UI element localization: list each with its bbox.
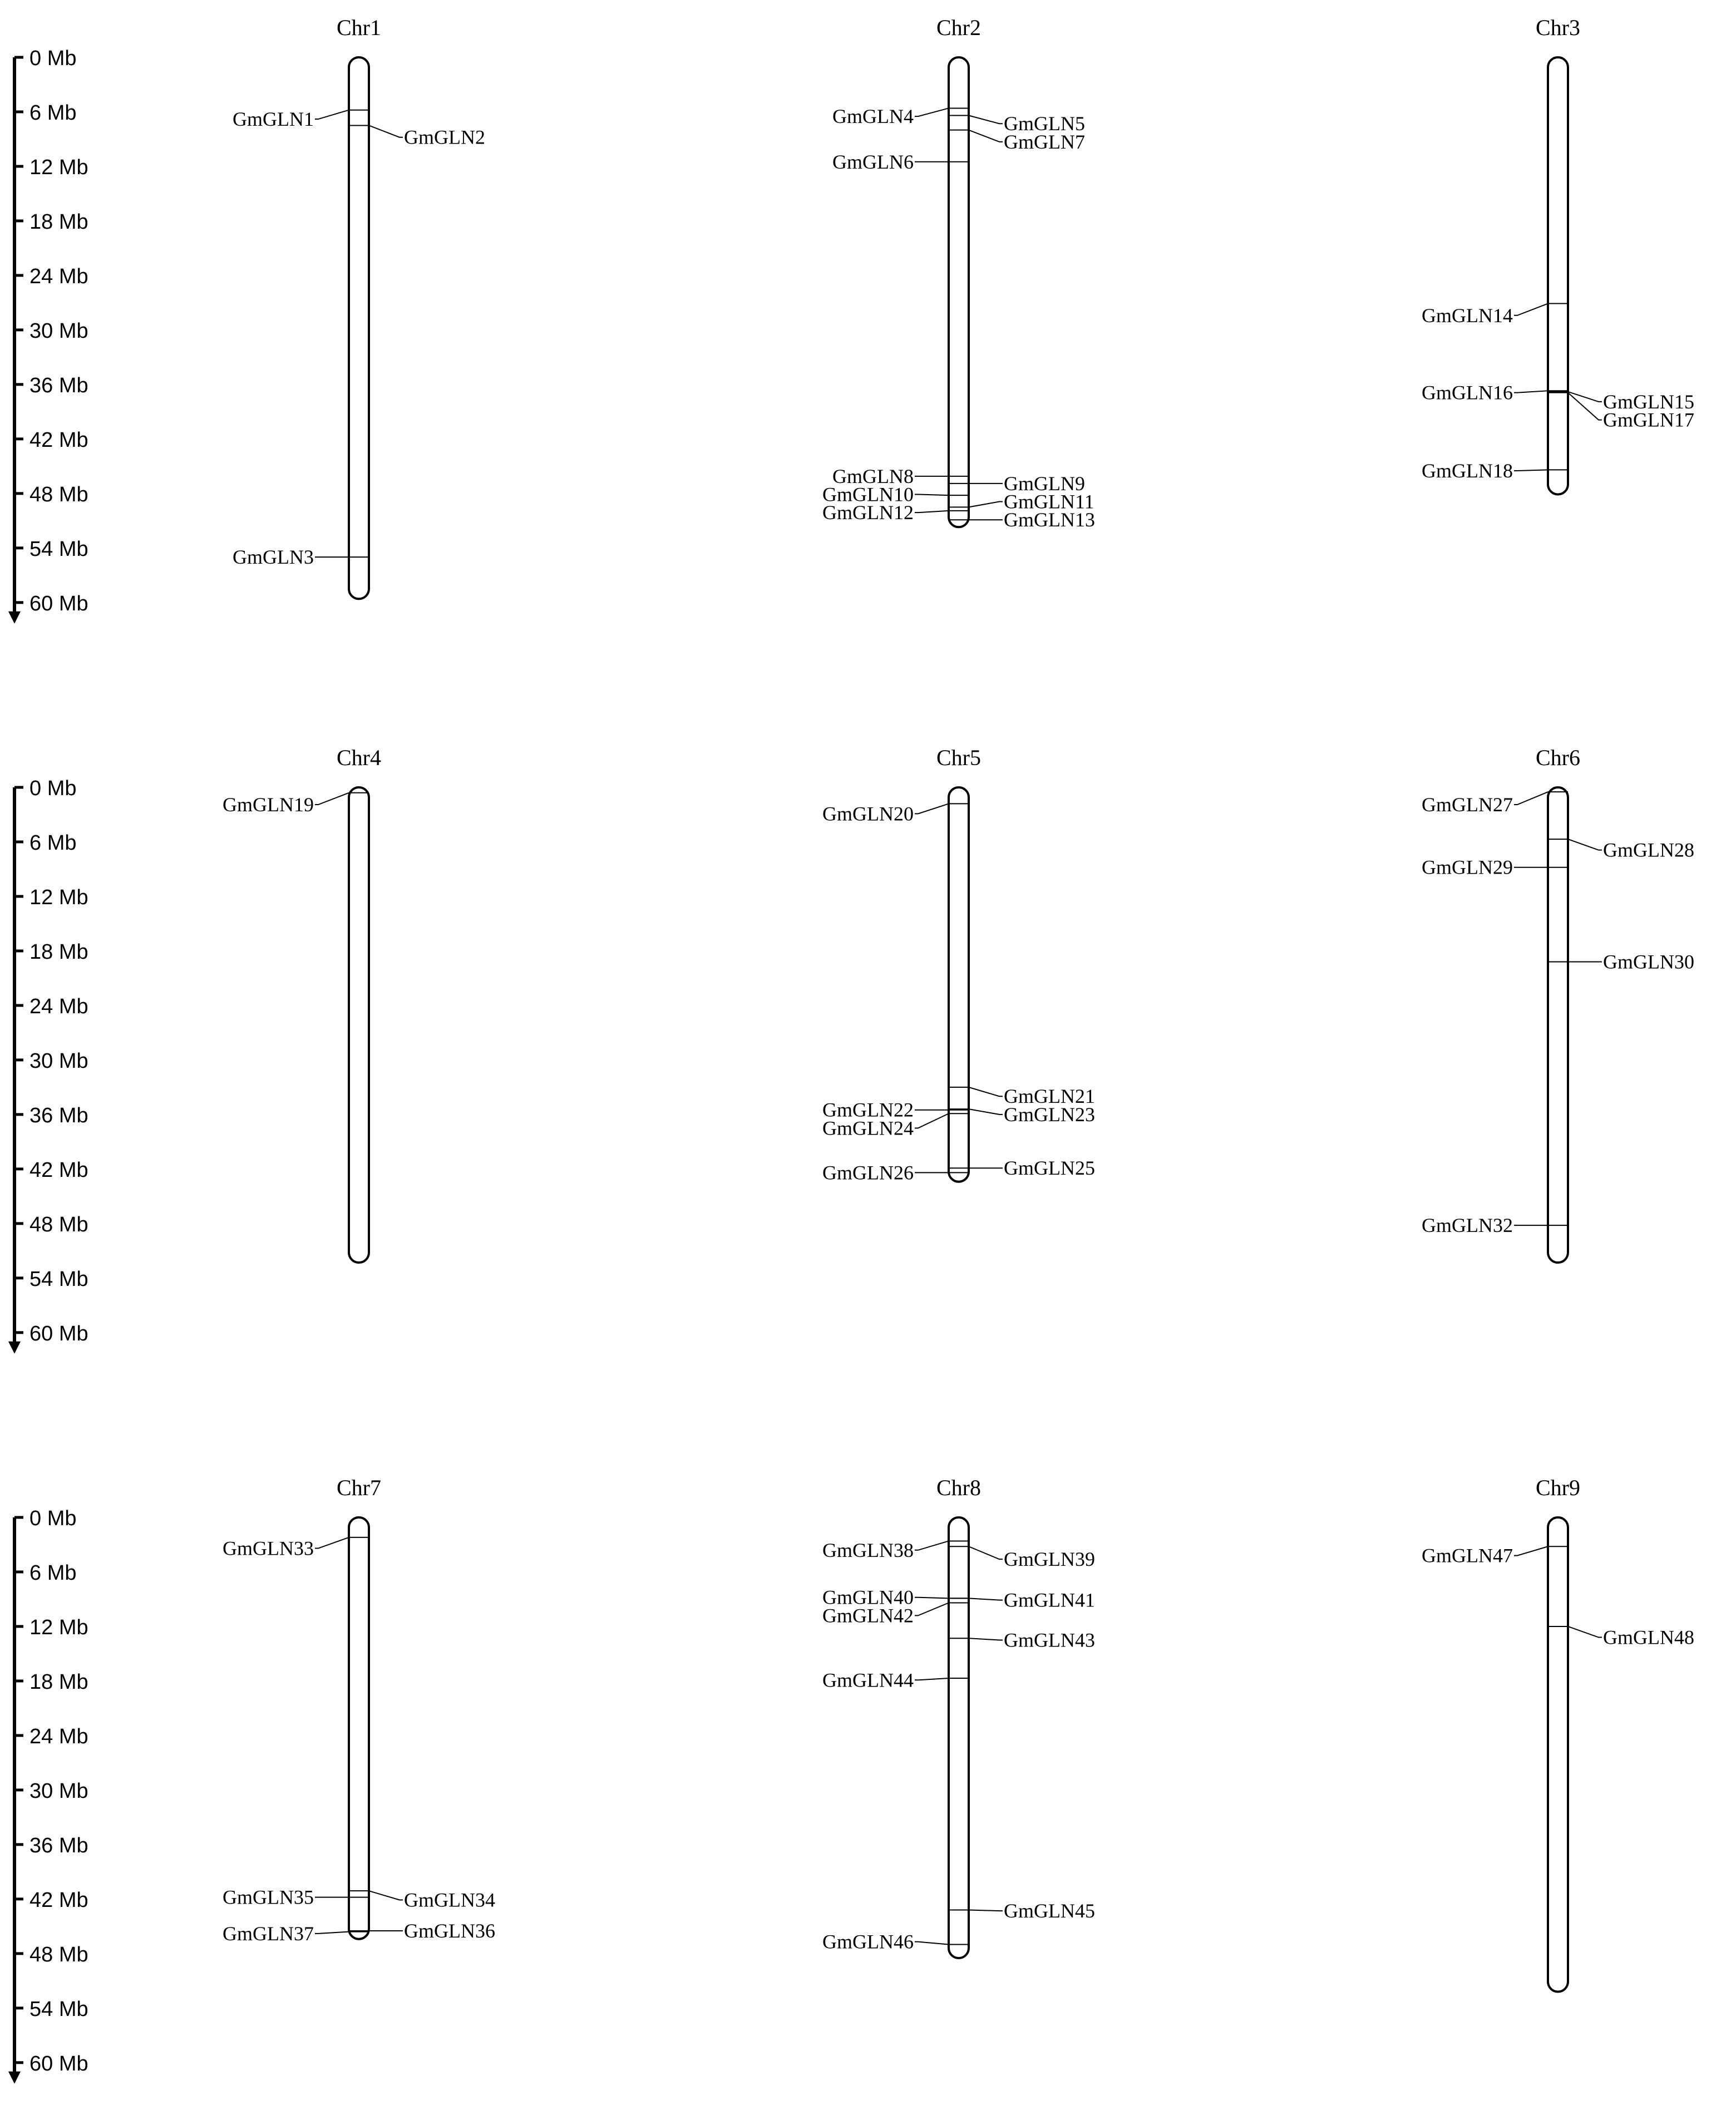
- chromosome-chr8: [822, 1475, 1095, 1958]
- scale-tick-label: 18 Mb: [29, 940, 88, 964]
- scale-bar: [8, 1507, 88, 2084]
- gene-label: GmGLN33: [223, 1537, 314, 1560]
- scale-tick-label: 48 Mb: [29, 1212, 88, 1236]
- gene-leader-line: [969, 116, 1003, 124]
- gene-label: GmGLN43: [1004, 1629, 1095, 1651]
- gene-leader-line: [969, 502, 1003, 507]
- gene-leader-line: [969, 130, 1003, 142]
- scale-tick-label: 24 Mb: [29, 264, 88, 288]
- gene-label: GmGLN29: [1422, 856, 1513, 879]
- gene-marker: [223, 1886, 369, 1909]
- scale-tick-label: 30 Mb: [29, 1049, 88, 1073]
- gene-label: GmGLN21: [1004, 1085, 1095, 1108]
- gene-label: GmGLN5: [1004, 112, 1085, 135]
- scale-tick-label: 42 Mb: [29, 1888, 88, 1912]
- scale-tick-label: 12 Mb: [29, 155, 88, 179]
- gene-leader-line: [1514, 304, 1548, 315]
- gene-leader-line: [969, 1546, 1003, 1559]
- gene-leader-line: [315, 1932, 349, 1934]
- scale-tick-label: 60 Mb: [29, 2052, 88, 2076]
- gene-leader-line: [915, 494, 949, 495]
- chromosome-title: Chr2: [936, 15, 981, 40]
- gene-leader-line: [369, 125, 403, 137]
- scale-tick-label: 6 Mb: [29, 831, 77, 855]
- gene-marker: [949, 1629, 1095, 1651]
- chromosome-rod: [349, 57, 369, 599]
- gene-leader-line: [1514, 1546, 1548, 1555]
- gene-leader-line: [969, 1087, 1003, 1096]
- scale-tick-label: 6 Mb: [29, 101, 77, 125]
- chromosome-rod: [349, 787, 369, 1263]
- gene-label: GmGLN39: [1004, 1548, 1095, 1571]
- gene-label: GmGLN2: [404, 126, 485, 149]
- gene-marker: [1422, 1214, 1568, 1236]
- scale-tick-label: 60 Mb: [29, 1322, 88, 1345]
- gene-label: GmGLN25: [1004, 1157, 1095, 1180]
- chromosome-chr3: [1422, 15, 1694, 494]
- scale-tick-label: 12 Mb: [29, 1615, 88, 1639]
- scale-tick-label: 36 Mb: [29, 373, 88, 397]
- scale-tick-label: 18 Mb: [29, 1670, 88, 1694]
- scale-tick-label: 48 Mb: [29, 482, 88, 506]
- gene-label: GmGLN24: [822, 1117, 914, 1140]
- scale-bar: [8, 777, 88, 1354]
- scale-arrow-head: [8, 2072, 21, 2084]
- chromosome-chr9: [1422, 1475, 1694, 1991]
- gene-leader-line: [915, 1678, 949, 1680]
- gene-marker: [822, 802, 969, 825]
- gene-leader-line: [369, 1891, 403, 1900]
- gene-leader-line: [915, 803, 949, 814]
- scale-tick-label: 0 Mb: [29, 1507, 77, 1530]
- gene-marker: [1548, 1626, 1694, 1649]
- scale-tick-label: 24 Mb: [29, 1724, 88, 1748]
- scale-tick-label: 18 Mb: [29, 210, 88, 234]
- gene-leader-line: [1514, 470, 1548, 471]
- chromosome-rod: [1548, 1517, 1568, 1991]
- gene-marker: [1422, 382, 1568, 404]
- gene-leader-line: [915, 108, 949, 116]
- gene-label: GmGLN7: [1004, 130, 1085, 153]
- scale-tick-label: 6 Mb: [29, 1561, 77, 1585]
- gene-label: GmGLN48: [1603, 1626, 1694, 1649]
- scale-tick-label: 42 Mb: [29, 1158, 88, 1182]
- gene-label: GmGLN28: [1603, 839, 1694, 861]
- scale-tick-label: 12 Mb: [29, 885, 88, 909]
- gene-marker: [949, 1546, 1095, 1570]
- chromosome-title: Chr4: [337, 745, 381, 770]
- scale-tick-label: 30 Mb: [29, 319, 88, 343]
- chromosome-rod: [949, 57, 969, 527]
- scale-tick-label: 0 Mb: [29, 47, 77, 70]
- gene-marker: [822, 501, 969, 524]
- gene-label: GmGLN12: [822, 501, 914, 524]
- gene-label: GmGLN30: [1603, 950, 1694, 973]
- gene-marker: [223, 793, 369, 816]
- gene-leader-line: [915, 1113, 949, 1128]
- chromosome-rod: [349, 1517, 369, 1939]
- gene-label: GmGLN11: [1004, 490, 1094, 513]
- gene-leader-line: [315, 1537, 349, 1549]
- gene-marker: [949, 1157, 1095, 1179]
- gene-marker: [1548, 839, 1694, 861]
- scale-tick-label: 36 Mb: [29, 1833, 88, 1857]
- gene-marker: [1422, 460, 1568, 482]
- gene-label: GmGLN14: [1422, 304, 1513, 327]
- gene-leader-line: [969, 1910, 1003, 1911]
- scale-tick-label: 60 Mb: [29, 591, 88, 615]
- chromosome-rod: [1548, 57, 1568, 494]
- gene-label: GmGLN32: [1422, 1214, 1513, 1237]
- scale-tick-label: 42 Mb: [29, 428, 88, 452]
- chromosome-chr7: [223, 1475, 495, 1945]
- gene-label: GmGLN1: [233, 108, 314, 131]
- gene-marker: [822, 1931, 969, 1953]
- chromosome-chr5: [822, 745, 1095, 1184]
- gene-label: GmGLN38: [822, 1539, 914, 1561]
- scale-tick-label: 54 Mb: [29, 537, 88, 561]
- gene-leader-line: [969, 1598, 1003, 1600]
- gene-leader-line: [1568, 839, 1602, 850]
- chromosome-title: Chr7: [337, 1475, 381, 1500]
- gene-marker: [1422, 1545, 1568, 1567]
- chromosome-chr2: [822, 15, 1095, 531]
- scale-arrow-head: [8, 1342, 21, 1354]
- scale-tick-label: 48 Mb: [29, 1943, 88, 1966]
- scale-tick-label: 30 Mb: [29, 1779, 88, 1803]
- scale-tick-label: 36 Mb: [29, 1103, 88, 1127]
- chromosome-title: Chr5: [936, 745, 981, 770]
- gene-leader-line: [1514, 391, 1548, 392]
- gene-label: GmGLN9: [1004, 472, 1085, 495]
- scale-tick-label: 0 Mb: [29, 777, 77, 800]
- gene-label: GmGLN15: [1603, 390, 1694, 413]
- gene-label: GmGLN18: [1422, 460, 1513, 482]
- gene-leader-line: [969, 1109, 1003, 1115]
- gene-label: GmGLN44: [822, 1669, 914, 1692]
- gene-label: GmGLN34: [404, 1889, 495, 1911]
- gene-marker: [822, 1113, 969, 1139]
- gene-label: GmGLN8: [832, 465, 914, 487]
- gene-marker: [949, 1103, 1095, 1126]
- figure-group: [8, 15, 1694, 2084]
- gene-label: GmGLN41: [1004, 1589, 1095, 1611]
- chromosome-chr6: [1422, 745, 1694, 1263]
- gene-label: GmGLN10: [822, 483, 914, 506]
- gene-label: GmGLN19: [223, 793, 314, 816]
- gene-leader-line: [915, 1598, 949, 1599]
- scale-bar: [8, 47, 88, 624]
- chromosome-title: Chr3: [1536, 15, 1580, 40]
- gene-marker: [223, 1537, 369, 1560]
- gene-label: GmGLN40: [822, 1586, 914, 1609]
- gene-marker: [949, 1900, 1095, 1922]
- gene-label: GmGLN45: [1004, 1900, 1095, 1922]
- gene-leader-line: [915, 1541, 949, 1550]
- gene-leader-line: [315, 110, 349, 119]
- gene-leader-line: [969, 1638, 1003, 1640]
- gene-label: GmGLN36: [404, 1920, 495, 1943]
- gene-label: GmGLN26: [822, 1161, 914, 1184]
- gene-marker: [349, 1920, 495, 1942]
- gene-leader-line: [1514, 792, 1548, 805]
- gene-marker: [949, 1589, 1095, 1611]
- gene-label: GmGLN35: [223, 1886, 314, 1909]
- chromosome-rod: [949, 1517, 969, 1958]
- gene-label: GmGLN46: [822, 1930, 914, 1953]
- gene-label: GmGLN23: [1004, 1103, 1095, 1126]
- gene-marker: [1422, 792, 1568, 816]
- scale-tick-label: 54 Mb: [29, 1997, 88, 2021]
- gene-leader-line: [315, 793, 349, 805]
- chromosome-chr4: [223, 745, 381, 1263]
- scale-arrow-head: [8, 612, 21, 624]
- gene-marker: [822, 1161, 969, 1184]
- gene-label: GmGLN27: [1422, 793, 1513, 816]
- gene-leader-line: [915, 1603, 949, 1616]
- gene-label: GmGLN13: [1004, 509, 1095, 531]
- gene-leader-line: [915, 1942, 949, 1945]
- chromosome-title: Chr6: [1536, 745, 1580, 770]
- gene-label: GmGLN47: [1422, 1544, 1513, 1567]
- gene-label: GmGLN20: [822, 802, 914, 825]
- gene-label: GmGLN22: [822, 1098, 914, 1121]
- chromosome-title: Chr9: [1536, 1475, 1580, 1500]
- chromosome-rod: [949, 787, 969, 1182]
- gene-label: GmGLN16: [1422, 381, 1513, 404]
- gene-marker: [1422, 856, 1568, 879]
- gene-marker: [349, 1889, 495, 1911]
- gene-label: GmGLN42: [822, 1604, 914, 1627]
- gene-leader-line: [1568, 1626, 1602, 1638]
- gene-marker: [223, 1922, 369, 1945]
- gene-marker: [1422, 304, 1568, 327]
- gene-marker: [822, 1603, 969, 1627]
- gene-marker: [822, 1539, 969, 1561]
- gene-label: GmGLN4: [832, 105, 914, 128]
- chromosome-title: Chr1: [337, 15, 381, 40]
- gene-marker: [822, 1669, 969, 1691]
- gene-leader-line: [915, 511, 949, 512]
- chromosome-rod: [1548, 787, 1568, 1263]
- gene-marker: [1548, 951, 1694, 973]
- gene-label: GmGLN3: [233, 546, 314, 569]
- gene-marker: [949, 509, 1095, 531]
- chromosome-chr1: [233, 15, 485, 599]
- scale-tick-label: 24 Mb: [29, 994, 88, 1018]
- gene-label: GmGLN17: [1603, 408, 1694, 431]
- gene-label: GmGLN37: [223, 1922, 314, 1945]
- chromosome-title: Chr8: [936, 1475, 981, 1500]
- gene-label: GmGLN6: [832, 150, 914, 173]
- scale-tick-label: 54 Mb: [29, 1267, 88, 1291]
